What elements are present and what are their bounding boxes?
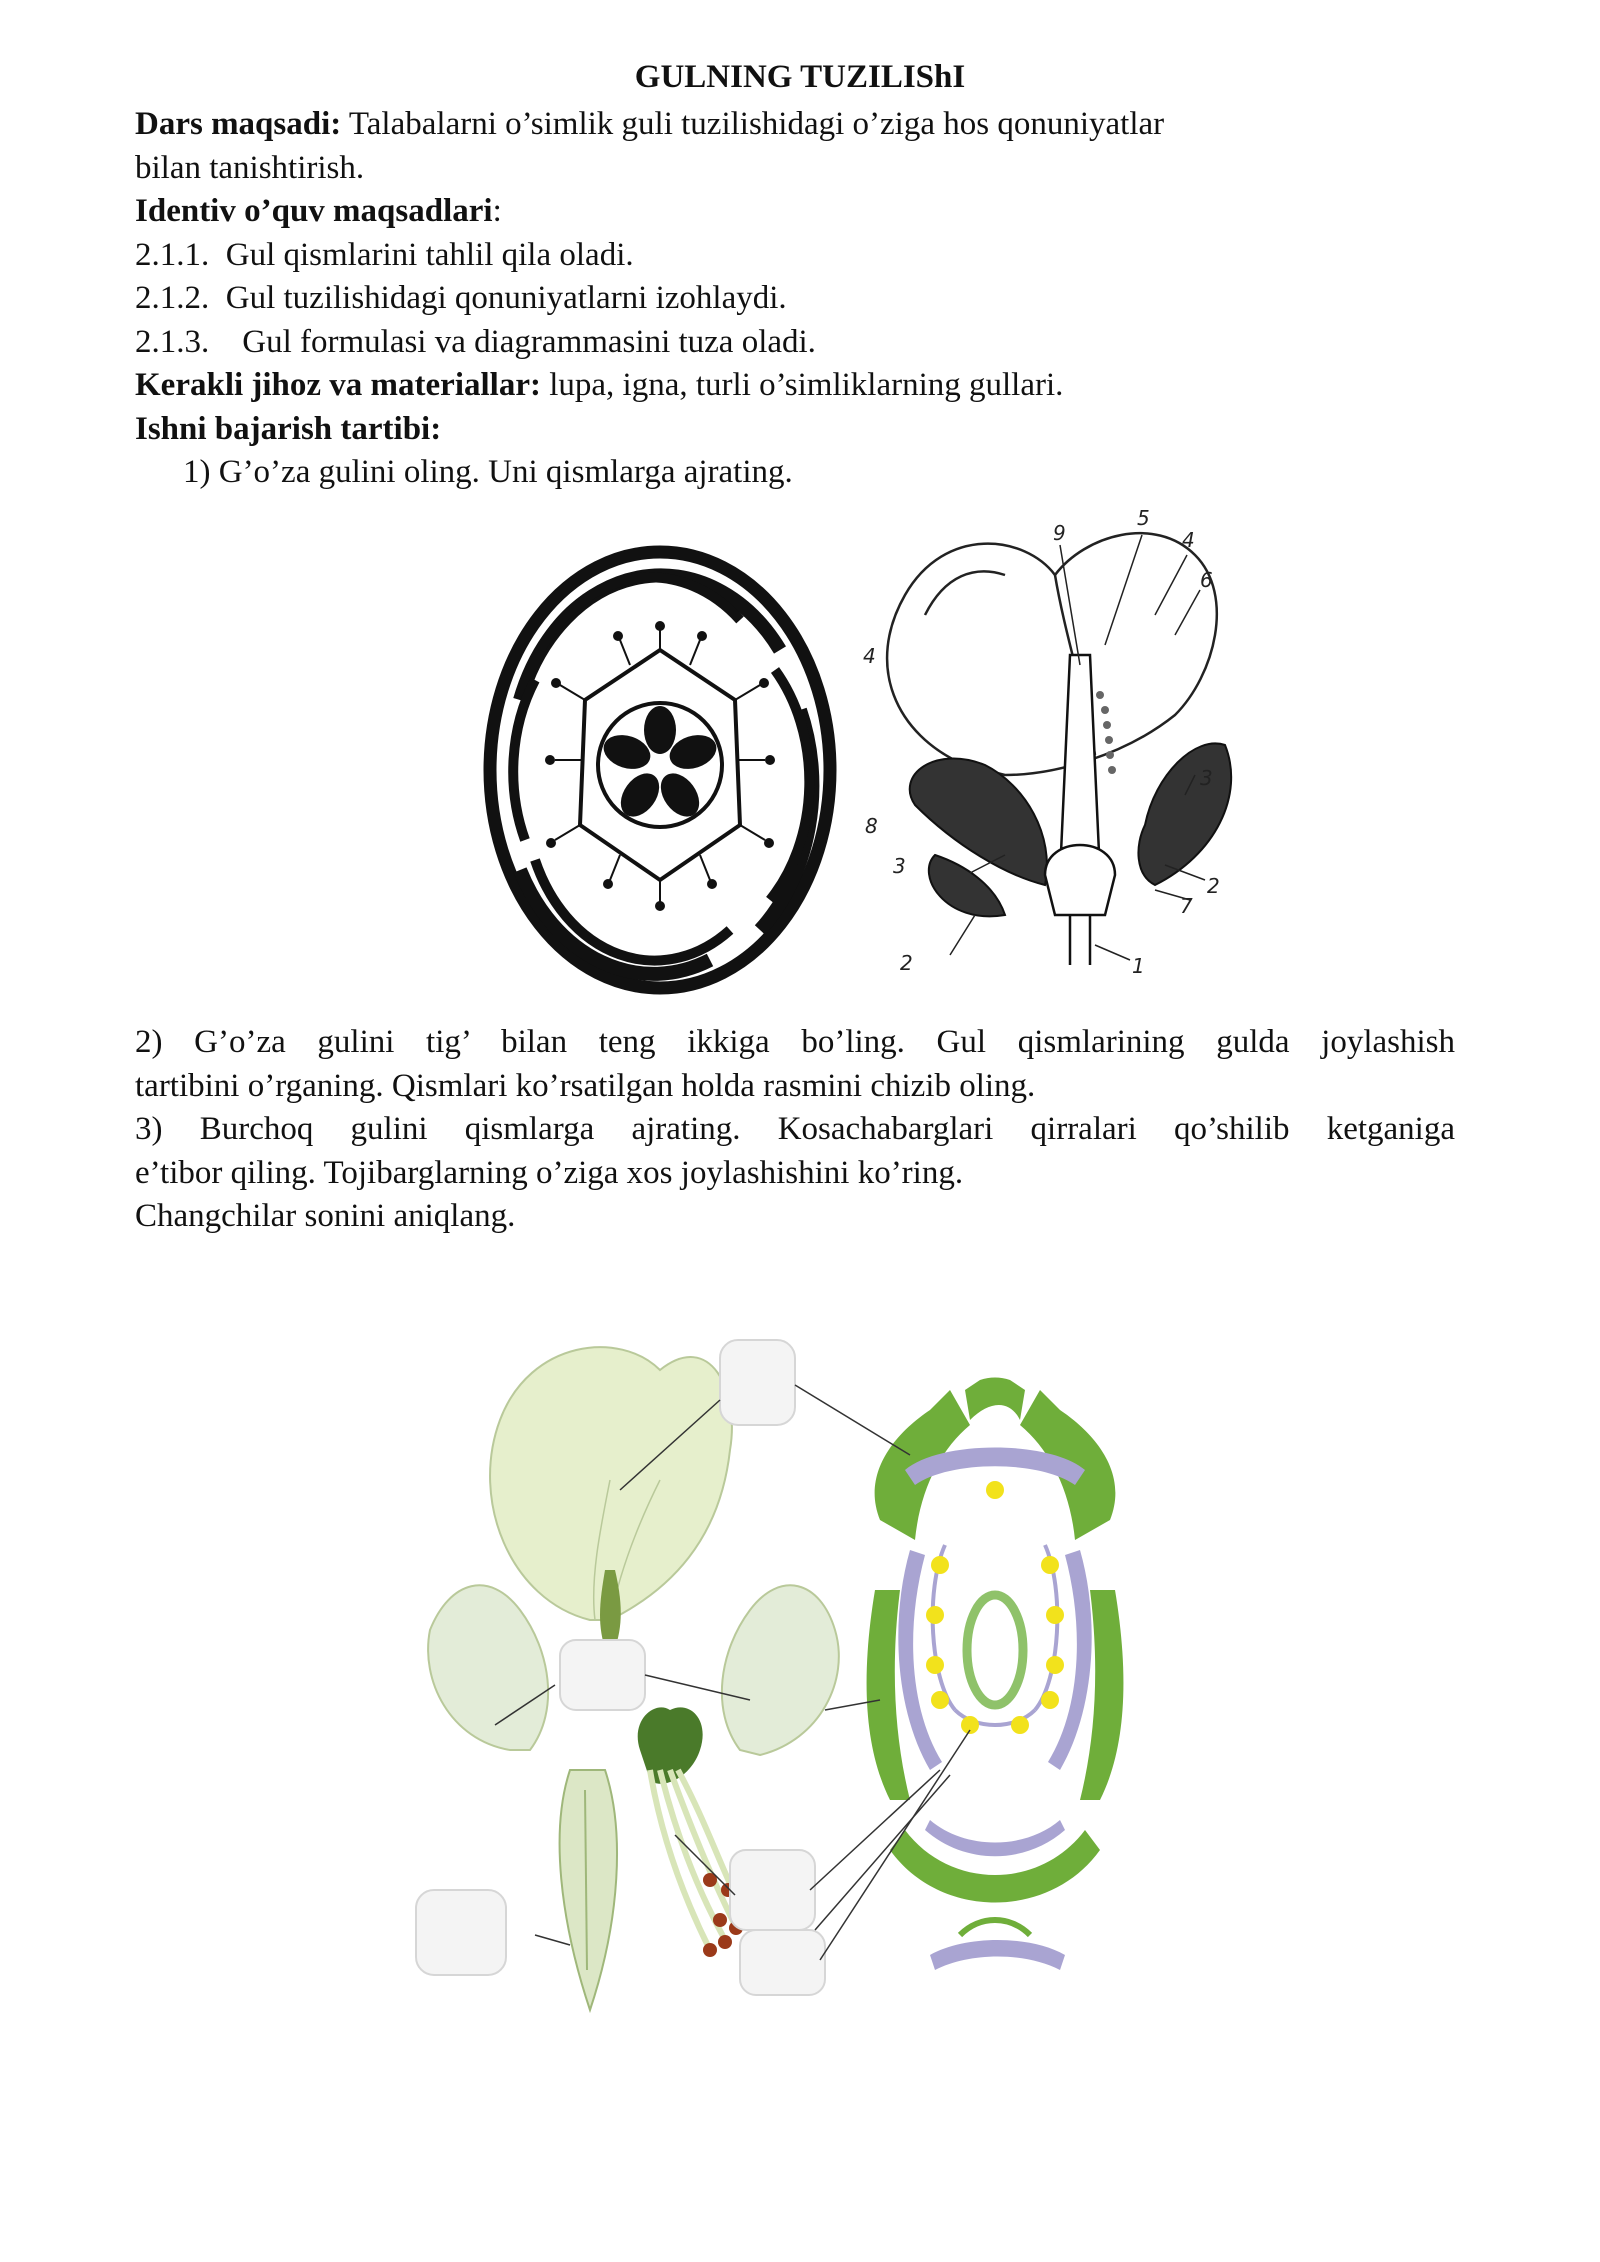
step-3-line-1: 3) Burchoq gulini qismlarga ajrating. Kosachabarglari qirralari qo’shilib ketganiga xyxy=(135,1111,1455,1147)
outer-ring xyxy=(490,552,830,988)
pea-floral-diagram xyxy=(867,1378,1124,1971)
objectives-colon: : xyxy=(492,193,502,229)
objective-text: Gul tuzilishidagi qonuniyatlarni izohlaydi. xyxy=(225,280,787,316)
cotton-flower-section xyxy=(855,495,1260,1005)
wing-petal xyxy=(428,1585,548,1750)
pea-flower-figure xyxy=(410,1330,1230,2020)
label-3: 3 xyxy=(893,854,906,878)
staminal-tube xyxy=(580,650,740,880)
goal-text-2: bilan tanishtirish. xyxy=(135,149,365,186)
objective-item xyxy=(135,321,1455,365)
label-6: 6 xyxy=(1200,568,1213,592)
keel-outline xyxy=(925,1820,1065,1856)
label-7: 7 xyxy=(1180,894,1193,918)
page-title: GULNING TUZILIShI xyxy=(634,59,966,95)
procedure-heading xyxy=(135,408,1455,452)
blank-label-box xyxy=(740,1930,825,1995)
stamens xyxy=(546,622,774,910)
calyx-arc xyxy=(513,680,535,840)
label-4: 4 xyxy=(863,644,876,668)
pistil xyxy=(967,1595,1023,1705)
stamens xyxy=(926,1481,1064,1734)
ovary-locules xyxy=(599,706,721,824)
blank-label-box xyxy=(416,1890,506,1975)
label-2: 2 xyxy=(1207,874,1220,898)
procedure-label: Ishni bajarish tartibi: xyxy=(135,410,442,447)
goal-text-1: Talabalarni o’simlik guli tuzilishidagi o’ziga hos qonuniyatlar xyxy=(341,106,1165,142)
stamen-ring xyxy=(933,1545,1058,1710)
label-5: 5 xyxy=(1137,506,1150,530)
materials-label: Kerakli jihoz va materiallar: xyxy=(135,367,541,403)
objectives-label: Identiv o’quv maqsadlari xyxy=(135,193,493,229)
label-1: 1 xyxy=(1132,954,1145,978)
steps-section xyxy=(135,1021,1455,1239)
bract xyxy=(960,1920,1030,1935)
objective-item xyxy=(135,277,1455,321)
sepal xyxy=(890,1830,1100,1903)
objectives-heading xyxy=(135,190,1455,234)
keel-petal xyxy=(560,1770,617,2010)
step-2-line-2: tartibini o’rganing. Qismlari ko’rsatilgan holda rasmini chizib oling. xyxy=(135,1067,1036,1104)
blank-label-box xyxy=(560,1640,645,1710)
objective-item xyxy=(135,234,1455,278)
objective-text: Gul formulasi va diagrammasini tuza oladi. xyxy=(242,323,816,360)
label-4: 4 xyxy=(1182,528,1195,552)
label-2: 2 xyxy=(900,951,913,975)
keel-outline xyxy=(930,1940,1065,1970)
objective-number: 2.1.3. xyxy=(135,323,210,360)
step-2-line-1: 2) G’o’za gulini tig’ bilan teng ikkiga bo’ling. Gul qismlarining gulda joylashish xyxy=(135,1024,1455,1060)
goal-line xyxy=(135,103,1455,147)
pea-flower-parts xyxy=(416,1340,839,2010)
materials-text: lupa, igna, turli o’simliklarning gullari. xyxy=(540,367,1064,403)
wing-petal xyxy=(722,1585,839,1755)
objective-number: 2.1.2. xyxy=(135,280,210,316)
floral-diagram xyxy=(480,540,840,1000)
step-1: 1) G’o’za gulini oling. Uni qismlarga ajrating. xyxy=(183,454,793,490)
petals xyxy=(887,533,1217,775)
label-9: 9 xyxy=(1053,521,1066,545)
label-3: 3 xyxy=(1200,766,1213,790)
goal-label: Dars maqsadi: xyxy=(135,106,342,142)
blank-label-box xyxy=(730,1850,815,1930)
objective-text: Gul qismlarini tahlil qila oladi. xyxy=(225,236,634,273)
step-3-line-3: Changchilar sonini aniqlang. xyxy=(135,1198,516,1234)
blank-label-box xyxy=(720,1340,795,1425)
step-3-line-2: e’tibor qiling. Tojibarglarning o’ziga xos joylashishini ko’ring. xyxy=(135,1154,964,1191)
materials-line xyxy=(135,364,1455,408)
sepal xyxy=(965,1378,1025,1421)
objective-number: 2.1.1. xyxy=(135,236,210,273)
intro-section xyxy=(135,103,1455,495)
label-8: 8 xyxy=(865,814,878,838)
stamen-tube xyxy=(650,1770,740,1950)
